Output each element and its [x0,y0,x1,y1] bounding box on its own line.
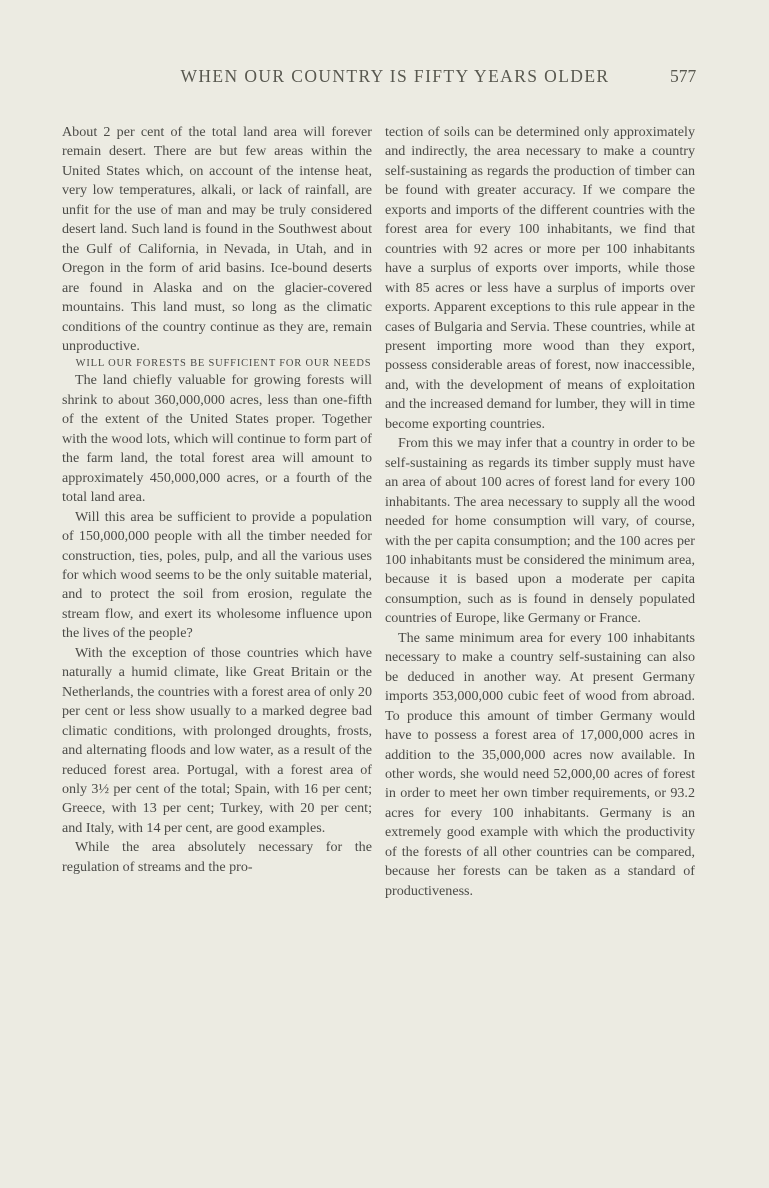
paragraph: With the exception of those countries which have naturally a humid climate, like Great Britain or the Netherlands, the countries with a forest area of only 20 per cent or less show usually to a marked degree bad climatic conditions, with prolonged droughts, frosts, and alternating floods and low water, as a result of the reduced forest area. Portugal, with a forest area of only 3½ per cent of the total; Spain, with 16 per cent; Greece, with 13 per cent; Turkey, with 20 per cent; and Italy, with 14 per cent, are good examples. [62,644,372,836]
page-number: 577 [670,66,697,86]
paragraph: About 2 per cent of the total land area will forever remain desert. There are but few areas within the United States which, on account of the intense heat, very low temperatures, alkali, or lack of rainfall, are unfit for the use of man and may be truly considered desert land. Such land is found in the Southwest about the Gulf of California, in Nevada, in Utah, and in Oregon in the form of arid basins. Ice-bound deserts are found in Alaska and on the glacier-covered mountains. This land must, so long as the climatic conditions of the country continue as they are, remain unproductive. [62,124,372,354]
left-column [62,123,372,877]
paragraph: The same minimum area for every 100 inhabitants necessary to make a country self-sustaining can also be deduced in another way. At present Germany imports 353,000,000 cubic feet of wood from abroad. To produce this amount of timber Germany would have to possess a forest area of 17,000,000 acres in addition to the 35,000,000 acres now available. In other words, she would need 52,000,00 acres of forest in order to meet her own timber requirements, or 93.2 acres for every 100 inhabitants. Germany is an extremely good example with which the productivity of the forests of all other countries can be compared, because her forests can be taken as a standard of productiveness. [385,629,695,899]
running-title: WHEN OUR COUNTRY IS FIFTY YEARS OLDER [180,66,610,86]
paragraph: tection of soils can be determined only approximately and indirectly, the area necessary to make a country self-sustaining as regards the production of timber can be found with greater accuracy. If we compare the exports and imports of the different countries with the forest area for every 100 inhabitants, we find that countries with 92 acres or more per 100 inhabitants have a surplus of exports over imports, while those with 85 acres or less have a surplus of imports over exports. Apparent exceptions to this rule appear in the cases of Bulgaria and Servia. These countries, while at present importing more wood than they export, possess considerable areas of forest, now inaccessible, and, with the development of means of exploitation and the increased demand for lumber, they will in time become exporting countries. [385,124,695,432]
paragraph: From this we may infer that a country in order to be self-sustaining as regards its timber supply must have an area of about 100 acres of forest land for every 100 inhabitants. The area necessary to supply all the wood needed for home consumption will vary, of course, with the per capita consumption; and the 100 acres per 100 inhabitants must be considered the minimum area, because it is based upon a moderate per capita consumption, such as is found in densely populated countries of Europe, like Germany or France. [385,435,695,627]
section-heading: WILL OUR FORESTS BE SUFFICIENT FOR OUR NEEDS [75,358,372,370]
paragraph: Will this area be sufficient to provide a population of 150,000,000 people with all the timber needed for construction, ties, poles, pulp, and all the various uses for which wood seems to be the only suitable material, and to protect the soil from erosion, regulate the stream flow, and exert its wholesome influence upon the lives of the people? [62,508,372,642]
paragraph: The land chiefly valuable for growing forests will shrink to about 360,000,000 acres, less than one-fifth of the extent of the United States proper. Together with the wood lots, which will continue to form part of the farm land, the total forest area will amount to approximately 450,000,000 acres, or a fourth of the total land area. [62,372,372,506]
paragraph: While the area absolutely necessary for the regulation of streams and the pro- [62,839,372,875]
right-column [385,123,695,901]
